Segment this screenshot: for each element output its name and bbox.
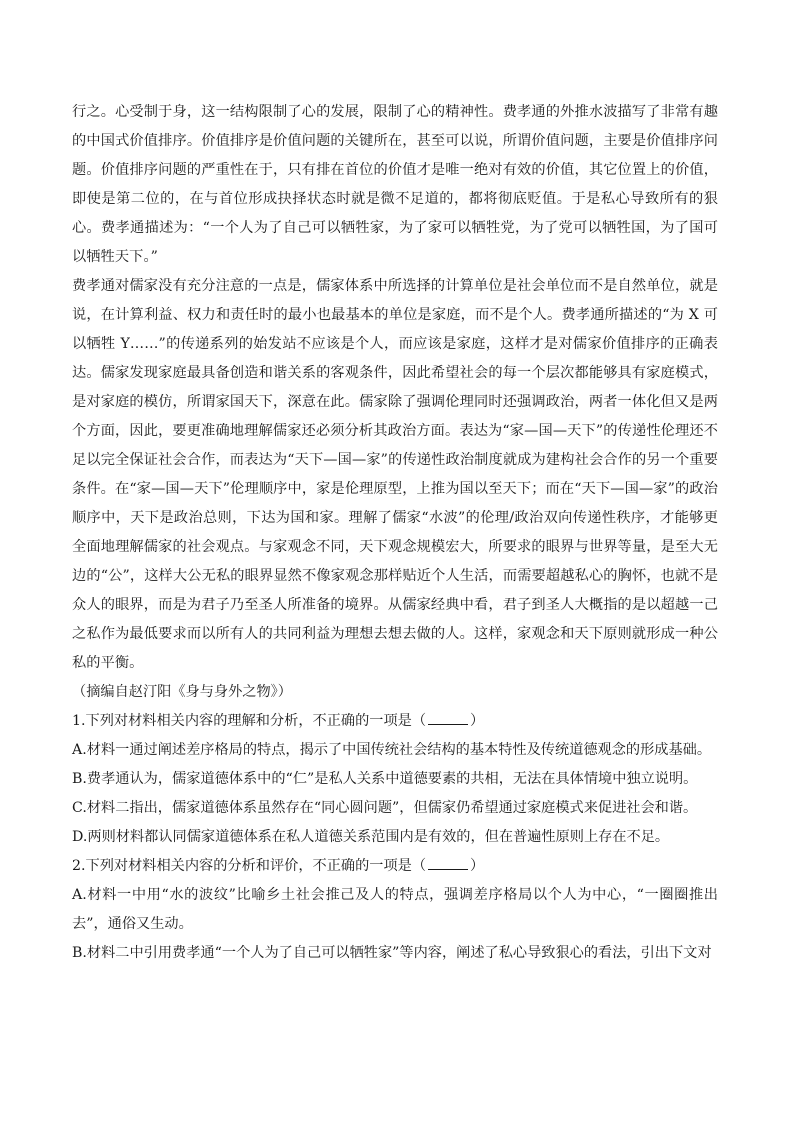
- passage-paragraph-2: 费孝通对儒家没有充分注意的一点是，儒家体系中所选择的计算单位是社会单位而不是自然单位，就是说，在计算利益、权力和责任时的最小也最基本的单位是家庭，而不是个人。费孝通所描述的“为 X 可以牺牲 Y……”的传递系列的始发站不应该是个人，而应该是家庭，这样才是对儒家价值排序的正确表达。儒家发现家庭最具备创造和谐关系的客观条件，因此希望社会的每一个层次都能够具有家庭模式，是对家庭的模仿，所谓家国天下，深意在此。儒家除了强调伦理同时还强调政治，两者一体化但又是两个方面，因此，要更准确地理解儒家还必须分析其政治方面。表达为“家—国—天下”的传递性伦理还不足以完全保证社会合作，而表达为“天下—国—家”的传递性政治制度就成为建构社会合作的另一个重要条件。在“家—国—天下”伦理顺序中，家是伦理原型，上推为国以至天下；而在“天下—国—家”的政治顺序中，天下是政治总则，下达为国和家。理解了儒家“水波”的伦理/政治双向传递性秩序，才能够更全面地理解儒家的社会观点。与家观念不同，天下观念规模宏大，所要求的眼界与世界等量，是至大无边的“公”，这样大公无私的眼界显然不像家观念那样贴近个人生活，而需要超越私心的胸怀，也就不是众人的眼界，而是为君子乃至圣人所准备的境界。从儒家经典中看，君子到圣人大概指的是以超越一己之私作为最低要求而以所有人的共同利益为理想去想去做的人。这样，家观念和天下原则就形成一种公私的平衡。: [72, 278, 718, 671]
- answer-blank-1: [428, 710, 468, 725]
- passage-paragraph-1: 行之。心受制于身，这一结构限制了心的发展，限制了心的精神性。费孝通的外推水波描写了非常有趣的中国式价值排序。价值排序是价值问题的关键所在，甚至可以说，所谓价值问题，主要是价值排序问题。价值排序问题的严重性在于，只有排在首位的价值才是唯一绝对有效的价值，其它位置上的价值，即使是第二位的，在与首位形成抉择状态时就是微不足道的，都将彻底贬值。于是私心导致所有的狠心。费孝通描述为：“一个人为了自己可以牺牲家，为了家可以牺牲党，为了党可以牺牲国，为了国可以牺牲天下。”: [72, 104, 718, 265]
- question-2-stem: [72, 852, 718, 881]
- question-1-option-d: D.两则材料都认同儒家道德体系在私人道德关系范围内是有效的，但在普遍性原则上存在不足。: [72, 829, 670, 845]
- question-2-stem-text: 2.下列对材料相关内容的分析和评价，不正确的一项是（: [72, 858, 427, 874]
- question-2-stem-close: ）: [470, 858, 485, 874]
- question-1-option-c: C.材料二指出，儒家道德体系虽然存在“同心圆问题”，但儒家仍希望通过家庭模式来促进社会和谐。: [72, 800, 698, 816]
- question-1-option-b: B.费孝通认为，儒家道德体系中的“仁”是私人关系中道德要素的共相，无法在具体情境中独立说明。: [72, 771, 698, 787]
- question-2-option-b: B.材料二中引用费孝通“一个人为了自己可以牺牲家”等内容，阐述了私心导致狠心的看法，引出下文对: [72, 945, 712, 961]
- question-1-stem: [72, 707, 718, 736]
- passage-source: （摘编自赵汀阳《身与身外之物》）: [72, 684, 292, 700]
- question-2-option-a: A.材料一中用“水的波纹”比喻乡土社会推己及人的特点，强调差序格局以个人为中心，“一圈圈推出去”，通俗又生动。: [72, 887, 718, 932]
- answer-blank-2: [428, 855, 468, 870]
- question-1-option-a: A.材料一通过阐述差序格局的特点，揭示了中国传统社会结构的基本特性及传统道德观念的形成基础。: [72, 742, 712, 758]
- question-1-stem-close: ）: [470, 713, 485, 729]
- document-page: [72, 98, 718, 968]
- question-1-stem-text: 1.下列对材料相关内容的理解和分析，不正确的一项是（: [72, 713, 427, 729]
